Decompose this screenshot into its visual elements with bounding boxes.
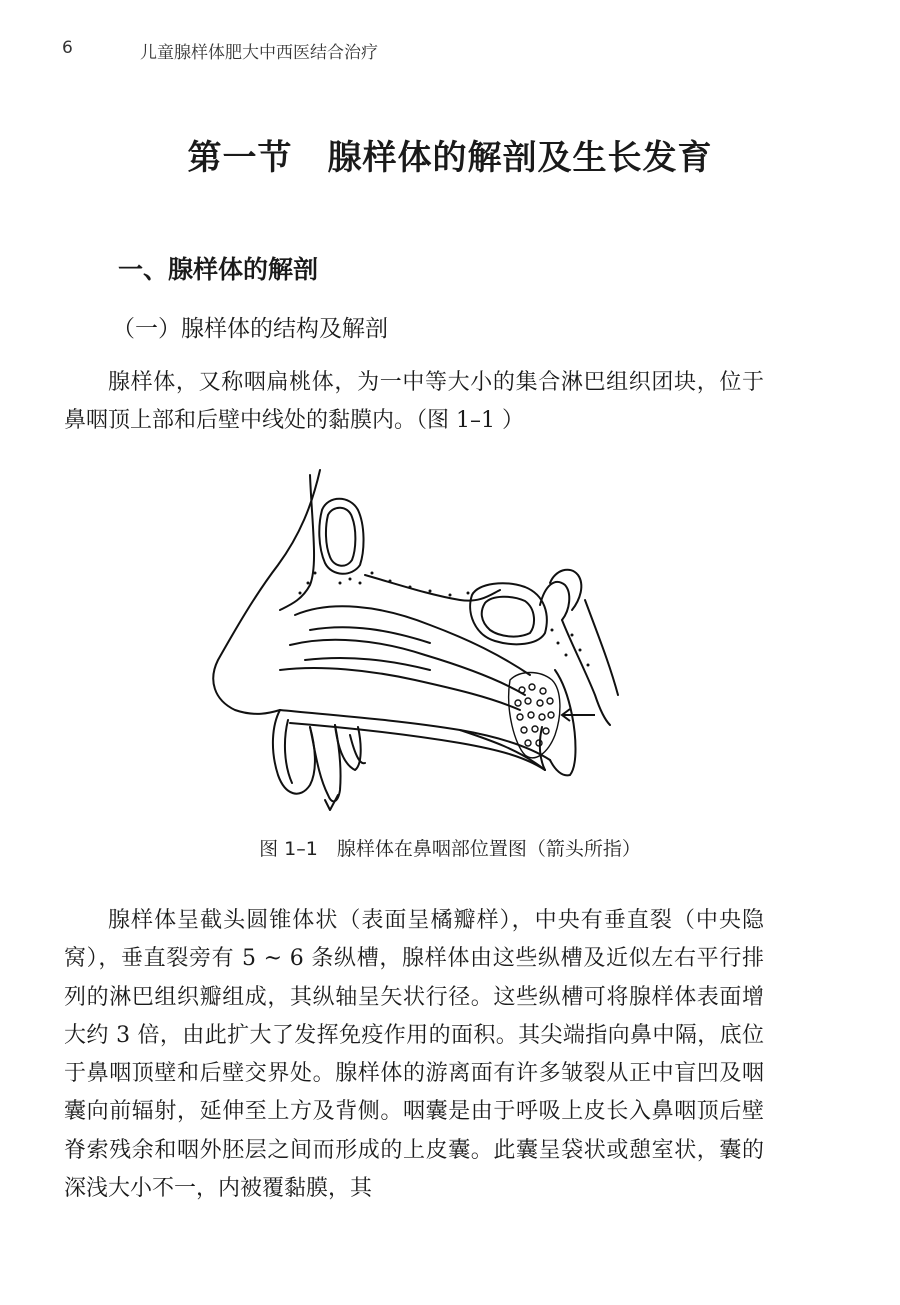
nasopharynx-illustration bbox=[200, 465, 630, 825]
heading-level-2: （一）腺样体的结构及解剖 bbox=[112, 316, 388, 342]
nasopharynx-figure bbox=[200, 465, 630, 825]
body-paragraph-2: 腺样体呈截头圆锥体状（表面呈橘瓣样），中央有垂直裂（中央隐窝），垂直裂旁有 5 ~ 6 条纵槽，腺样体由这些纵槽及近似左右平行排列的淋巴组织瓣组成，其纵轴呈矢状行径。这些纵槽可将腺样体表面增大约 3 倍，由此扩大了发挥免疫作用的面积。其尖端指向鼻中隔，底位于鼻咽顶壁和后壁交界处。腺样体的游离面有许多皱裂从正中盲凹及咽囊向前辐射，延伸至上方及背侧。咽囊是由于呼吸上皮长入鼻咽顶后壁脊索残余和咽外胚层之间而形成的上皮囊。此囊呈袋状或憩室状，囊的深浅大小不一，内被覆黏膜，其 bbox=[64, 908, 764, 1202]
section-title: 第一节 腺样体的解剖及生长发育 bbox=[187, 138, 713, 178]
body-paragraph-1: 腺样体，又称咽扁桃体，为一中等大小的集合淋巴组织团块，位于鼻咽顶上部和后壁中线处的黏膜内。（图 1–1 ） bbox=[64, 370, 764, 434]
running-head: 儿童腺样体肥大中西医结合治疗 bbox=[140, 43, 378, 63]
heading-level-1: 一、腺样体的解剖 bbox=[118, 255, 319, 284]
figure-caption: 图 1–1 腺样体在鼻咽部位置图（箭头所指） bbox=[259, 838, 641, 860]
page-number: 6 bbox=[62, 38, 73, 58]
